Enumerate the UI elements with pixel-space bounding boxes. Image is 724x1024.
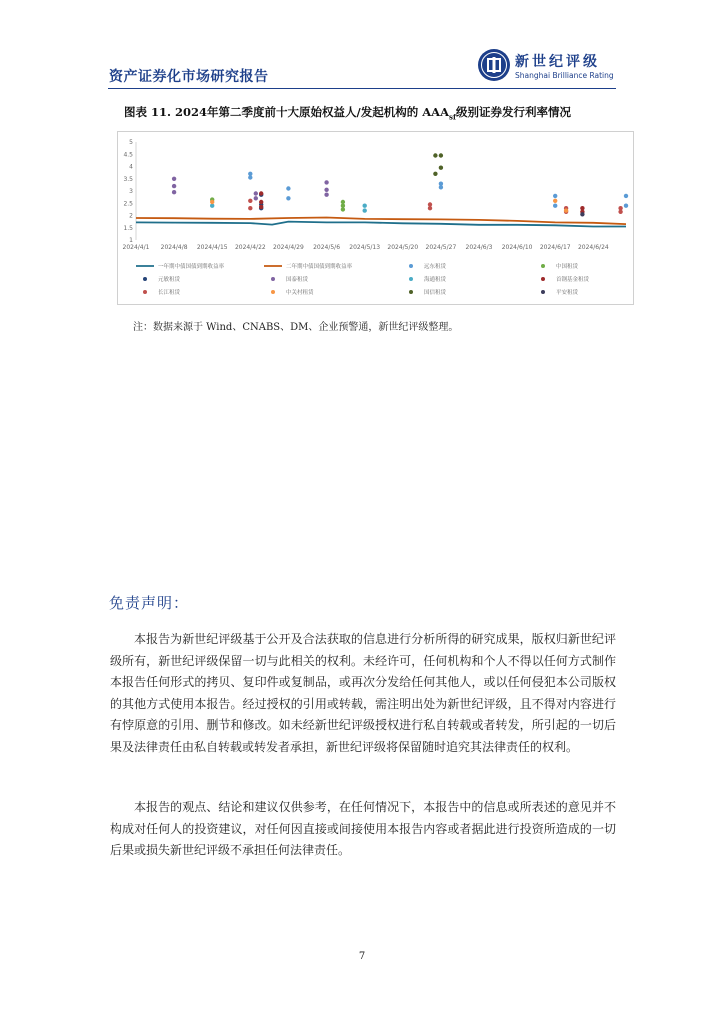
scatter-point-series-4 [172,184,176,188]
disclaimer-paragraph-2: 本报告的观点、结论和建议仅供参考，在任何情况下，本报告中的信息或所表述的意见并不构成对任何人的投资建议，对任何因直接或间接使用本报告内容或者据此进行投资所造成的一切后果或损失新世纪评级不承担任何法律责任。 [110,800,616,857]
scatter-point-series-9 [433,153,437,157]
scatter-point-series-1 [286,186,290,190]
scatter-point-series-4 [254,191,258,195]
scatter-point-series-6 [259,191,263,195]
logo-english-name: Shanghai Brilliance Rating [515,71,614,80]
x-tick-label: 2024/4/1 [122,244,150,251]
legend-dot-swatch [409,277,413,281]
scatter-point-series-5 [363,208,367,212]
header-divider [108,88,616,89]
scatter-point-series-1 [248,175,252,179]
x-tick-label: 2024/4/8 [160,244,188,251]
y-tick-label: 5 [129,139,133,146]
y-tick-label: 3.5 [123,175,133,183]
figure-caption-main: 2024年第二季度前十大原始权益人/发起机构的 AAA [175,105,450,119]
legend-label: 二年期中债国债到期收益率 [286,264,353,270]
rate-chart [117,131,634,305]
scatter-point-series-10 [580,212,584,216]
x-tick-label: 2024/5/27 [425,244,457,251]
scatter-point-series-2 [341,207,345,211]
x-tick-label: 2024/6/3 [465,244,493,251]
legend-label: 中国租赁 [556,264,579,270]
y-tick-label: 1 [129,237,133,244]
y-tick-label: 4 [129,163,133,171]
page-number: 7 [358,951,366,962]
figure-caption-prefix: 图表 11. [124,105,172,119]
scatter-point-series-4 [254,196,258,200]
logo-emblem-icon [477,48,511,82]
disclaimer-paragraph-1: 本报告为新世纪评级基于公开及合法获取的信息进行分析所得的研究成果，版权归新世纪评级所有，新世纪评级保留一切与此相关的权利。未经许可，任何机构和个人不得以任何方式制作本报告任何形式的拷贝、复印件或复制品，或再次分发给任何其他人，或以任何侵犯本公司版权的其他方式使用本报告。经过授权的引用或转载，需注明出处为新世纪评级，且不得对内容进行有悖原意的引用、删节和修改。如未经新世纪评级授权进行私自转载或者转发，所引起的一切后果及法律责任由私自转载或转发者承担，新世纪评级将保留随时追究其法律责任的权利。 [110,632,616,754]
x-tick-label: 2024/4/15 [196,244,228,251]
scatter-point-series-4 [324,188,328,192]
figure-note: 注：数据来源于 Wind、CNABS、DM、企业预警通，新世纪评级整理。 [133,322,459,333]
legend-label: 首钢基金租赁 [556,277,590,283]
scatter-point-series-7 [428,206,432,210]
legend-dot-swatch [541,290,545,294]
disclaimer-heading: 免责声明： [109,594,190,612]
scatter-point-series-4 [172,190,176,194]
scatter-point-series-1 [553,204,557,208]
rate-chart-svg [118,132,633,304]
scatter-point-series-1 [286,196,290,200]
scatter-point-series-7 [248,206,252,210]
y-tick-label: 2.5 [123,200,133,208]
logo-chinese-name: 新世纪评级 [515,54,600,70]
legend-label: 海通租赁 [424,277,447,283]
scatter-point-series-1 [624,194,628,198]
legend-label: 国信租赁 [424,290,447,296]
x-tick-label: 2024/4/22 [234,244,266,251]
scatter-point-series-6 [259,205,263,209]
legend-label: 元敏租赁 [158,277,181,283]
company-logo [477,48,617,84]
scatter-point-series-5 [363,204,367,208]
scatter-point-series-8 [564,208,568,212]
legend-dot-swatch [541,277,545,281]
scatter-point-series-8 [210,200,214,204]
scatter-point-series-1 [553,194,557,198]
figure-caption [124,104,604,121]
x-tick-label: 2024/6/10 [501,244,533,251]
x-tick-label: 2024/6/24 [577,244,609,251]
legend-label: 国泰租赁 [286,277,309,283]
y-tick-label: 2 [129,212,133,220]
x-tick-label: 2024/5/20 [387,244,419,251]
legend-dot-swatch [143,277,147,281]
scatter-point-series-7 [618,210,622,214]
legend-label: 远东租赁 [424,264,447,270]
y-tick-label: 1.5 [123,224,133,232]
scatter-point-series-4 [324,193,328,197]
legend-dot-swatch [143,290,147,294]
scatter-point-series-7 [248,199,252,203]
scatter-point-series-1 [624,204,628,208]
legend-label: 长江租赁 [158,290,181,296]
x-tick-label: 2024/4/29 [273,244,304,251]
figure-caption-suffix: 级别证券发行利率情况 [455,105,571,119]
legend-dot-swatch [541,264,545,268]
scatter-point-series-9 [439,153,443,157]
figure-caption-sub: sf [449,112,456,122]
legend-label: 中关村租赁 [286,290,314,296]
x-tick-label: 2024/6/17 [539,244,571,251]
scatter-point-series-6 [259,200,263,204]
legend-label: 一年期中债国债到期收益率 [158,264,225,270]
scatter-point-series-9 [439,166,443,170]
scatter-point-series-9 [433,172,437,176]
legend-dot-swatch [271,277,275,281]
y-tick-label: 3 [129,188,133,195]
scatter-point-series-8 [553,199,557,203]
legend-label: 平安租赁 [556,290,579,296]
report-series-title: 资产证券化市场研究报告 [109,69,269,85]
scatter-point-series-4 [172,177,176,181]
scatter-point-series-4 [324,180,328,184]
x-tick-label: 2024/5/13 [349,244,381,251]
legend-dot-swatch [409,290,413,294]
x-tick-label: 2024/5/6 [313,244,341,251]
y-tick-label: 4.5 [123,151,133,159]
legend-dot-swatch [271,290,275,294]
scatter-point-series-1 [439,185,443,189]
legend-dot-swatch [409,264,413,268]
